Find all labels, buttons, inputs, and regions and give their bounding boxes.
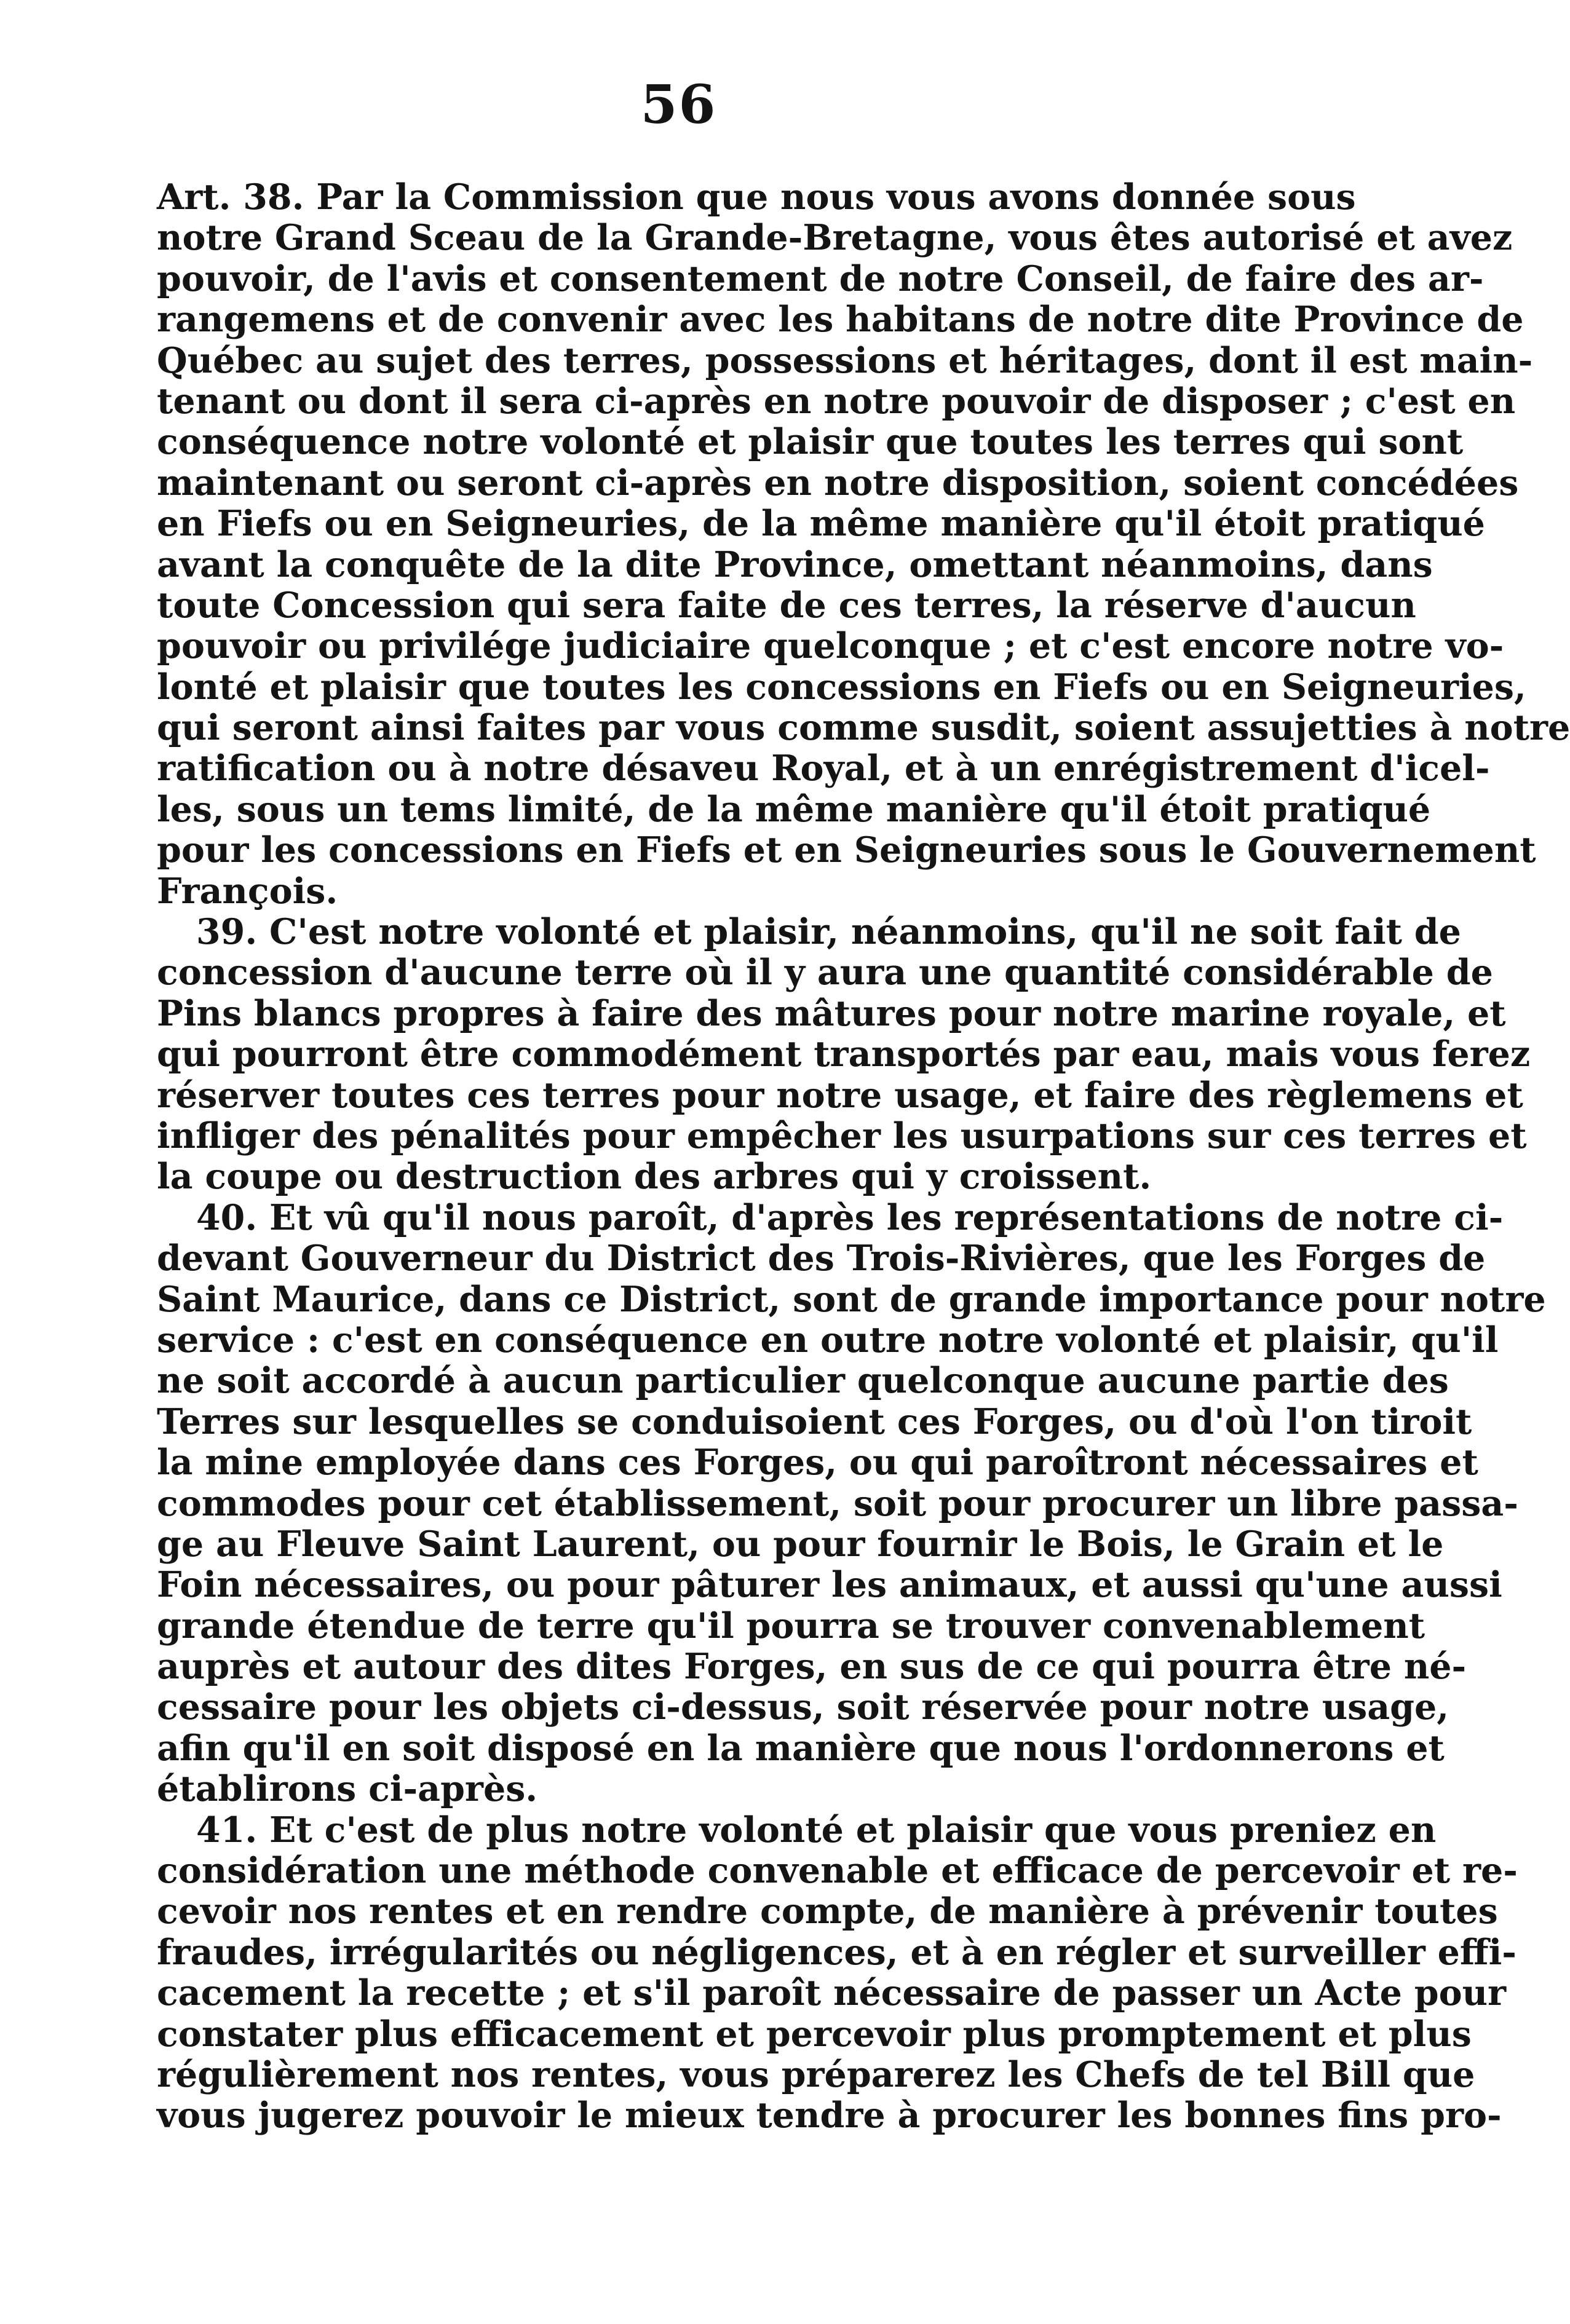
text-line: Art. 38. Par la Commission que nous vous avons donnée sous [157,176,1356,218]
text-line: service : c'est en conséquence en outre notre volonté et plaisir, qu'il [157,1319,1499,1361]
page-number: 56 [640,74,717,136]
text-line: grande étendue de terre qu'il pourra se trouver convenablement [157,1605,1425,1646]
text-line: François. [157,870,338,912]
text-line: infliger des pénalités pour empêcher les usurpations sur ces terres et [157,1115,1527,1156]
text-line: cacement la recette ; et s'il paroît nécessaire de passer un Acte pour [157,1972,1507,2014]
text-line: établirons ci-après. [157,1768,538,1810]
body-text [157,176,1570,2136]
text-line: les, sous un tems limité, de la même manière qu'il étoit pratiqué [157,788,1431,830]
text-line: Pins blancs propres à faire des mâtures pour notre marine royale, et [157,992,1506,1034]
text-line: la mine employée dans ces Forges, ou qui paroîtront nécessaires et [157,1442,1478,1484]
text-line: pouvoir, de l'avis et consentement de notre Conseil, de faire des ar- [157,258,1484,299]
text-line: Saint Maurice, dans ce District, sont de grande importance pour notre [157,1278,1546,1320]
text-line: afin qu'il en soit disposé en la manière que nous l'ordonnerons et [157,1727,1445,1769]
text-line: en Fiefs ou en Seigneuries, de la même manière qu'il étoit pratiqué [157,503,1485,545]
text-line: ge au Fleuve Saint Laurent, ou pour fournir le Bois, le Grain et le [157,1523,1444,1565]
text-line: cevoir nos rentes et en rendre compte, de manière à prévenir toutes [157,1891,1498,1932]
text-line: cessaire pour les objets ci-dessus, soit réservée pour notre usage, [157,1686,1449,1728]
text-line: pouvoir ou privilége judiciaire quelconque ; et c'est encore notre vo- [157,625,1504,667]
text-line: 41. Et c'est de plus notre volonté et plaisir que vous preniez en [196,1809,1437,1851]
text-line: réserver toutes ces terres pour notre usage, et faire des règlemens et [157,1074,1523,1116]
text-line: commodes pour cet établissement, soit pour procurer un libre passa- [157,1482,1518,1524]
text-line: Québec au sujet des terres, possessions et héritages, dont il est main- [157,339,1533,381]
text-line: considération une méthode convenable et efficace de percevoir et re- [157,1850,1518,1892]
text-line: concession d'aucune terre où il y aura une quantité considérable de [157,952,1493,994]
text-line: lonté et plaisir que toutes les concessions en Fiefs ou en Seigneuries, [157,666,1526,708]
text-line: ratification ou à notre désaveu Royal, et à un enrégistrement d'icel- [157,748,1490,789]
text-line: vous jugerez pouvoir le mieux tendre à procurer les bonnes fins pro- [157,2095,1502,2136]
text-line: fraudes, irrégularités ou négligences, et à en régler et surveiller effi- [157,1931,1516,1973]
text-line: la coupe ou destruction des arbres qui y croissent. [157,1156,1152,1198]
text-line: conséquence notre volonté et plaisir que toutes les terres qui sont [157,421,1464,463]
text-line: 40. Et vû qu'il nous paroît, d'après les représentations de notre ci- [196,1196,1504,1238]
text-line: ne soit accordé à aucun particulier quelconque aucune partie des [157,1360,1449,1402]
text-line: maintenant ou seront ci-après en notre disposition, soient concédées [157,462,1519,504]
text-line: régulièrement nos rentes, vous préparerez les Chefs de tel Bill que [157,2053,1475,2095]
text-line: constater plus efficacement et percevoir plus promptement et plus [157,2013,1472,2055]
text-line: toute Concession qui sera faite de ces terres, la réserve d'aucun [157,584,1416,626]
text-line: rangemens et de convenir avec les habitans de notre dite Province de [157,299,1524,341]
text-line: qui pourront être commodément transportés par eau, mais vous ferez [157,1034,1531,1075]
text-line: avant la conquête de la dite Province, omettant néanmoins, dans [157,543,1433,585]
text-line: devant Gouverneur du District des Trois-Rivières, que les Forges de [157,1238,1486,1279]
text-line: pour les concessions en Fiefs et en Seigneuries sous le Gouvernement [157,829,1536,871]
text-line: Foin nécessaires, ou pour pâturer les animaux, et aussi qu'une aussi [157,1564,1502,1606]
text-line: auprès et autour des dites Forges, en sus de ce qui pourra être né- [157,1646,1467,1688]
text-line: Terres sur lesquelles se conduisoient ces Forges, ou d'où l'on tiroit [157,1401,1472,1442]
text-line: notre Grand Sceau de la Grande-Bretagne, vous êtes autorisé et avez [157,217,1513,259]
text-line: tenant ou dont il sera ci-après en notre pouvoir de disposer ; c'est en [157,380,1516,422]
text-line: 39. C'est notre volonté et plaisir, néanmoins, qu'il ne soit fait de [196,911,1461,953]
text-line: qui seront ainsi faites par vous comme susdit, soient assujetties à notre [157,707,1570,749]
